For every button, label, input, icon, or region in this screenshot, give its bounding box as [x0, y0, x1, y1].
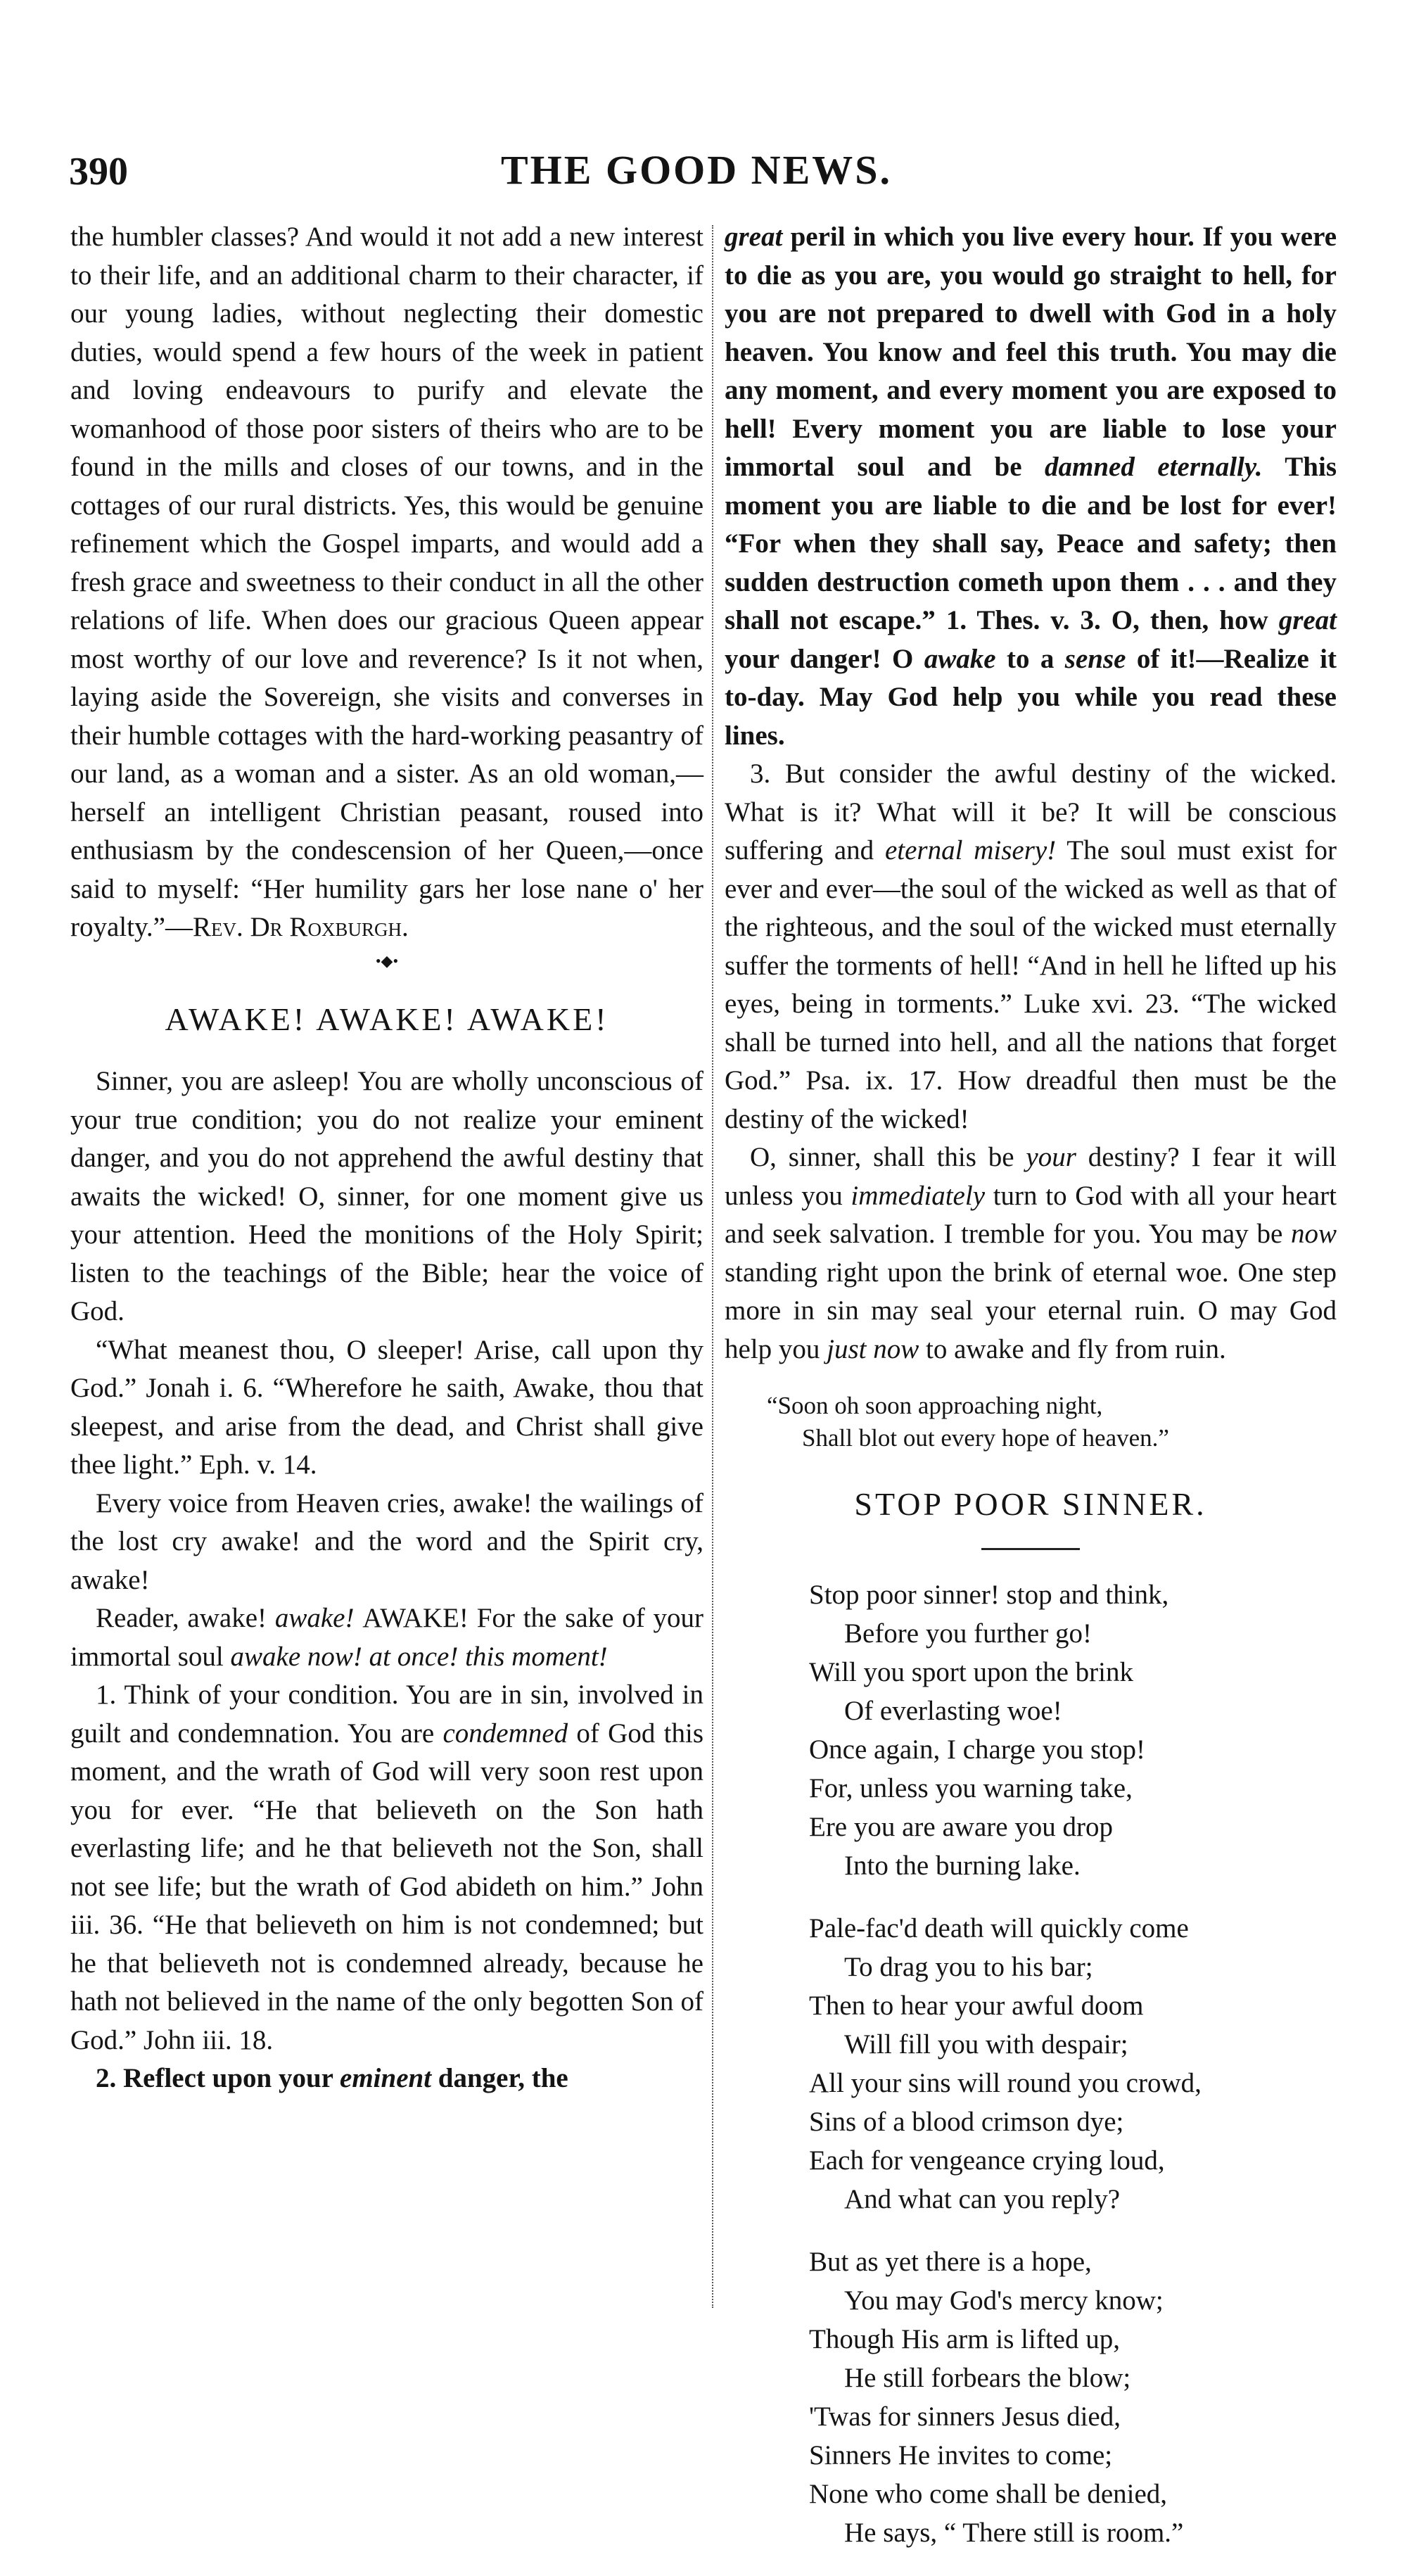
italic-run: your — [1026, 1142, 1076, 1172]
hymn-stanza — [809, 2242, 1337, 2552]
prev-article-text: the humbler classes? And would it not add a new interest to their life, and an additional charm to their character, if our young ladies, without neglecting their domestic duties, would spend a few hours of the week in patient and loving endeavours to purify and elevate the womanhood of those poor sisters of theirs who are to be found in the mills and closes of our towns, and in the cottages of our rural districts. Yes, this would be genuine refinement which the Gospel imparts, and would add a fresh grace and sweetness to their conduct in all the other relations of life. When does our gracious Queen appear most worthy of our love and reverence? Is it not when, laying aside the Sovereign, she visits and converses in their humble cottages with the hard-working peasantry of our land, as a woman and a sister. As an old woman,—herself an intelligent Christian peasant, roused into enthusiasm by the condescension of her Queen,—once said to myself: “Her humility gars her lose nane o' her royalty.”— — [70, 222, 703, 942]
quote-line: Shall blot out every hope of heaven.” — [802, 1424, 1169, 1452]
text-run: 1. Think of your condition. You are in sin, involved in guilt and condemnation. You are — [70, 1680, 703, 1749]
hymn-stanza — [809, 1909, 1337, 2219]
text-run: This moment you are liable to die and be lost for ever! “For when they shall say, Peace and safety; then sudden destruction cometh upon them . . . and they shall not escape.” 1. Thes. v. 3. O, then, how — [725, 452, 1337, 635]
left-column — [70, 218, 703, 2098]
hymn-line: Sinners He invites to come; — [809, 2439, 1113, 2470]
italic-run: awake — [924, 643, 996, 674]
hymn-stanza — [809, 1575, 1337, 1885]
text-run: danger, the — [438, 2063, 568, 2093]
text-run: standing right upon the brink of eternal woe. One step more in sin may seal your eternal ruin. O may God help you — [725, 1257, 1337, 1364]
italic-run: great — [1278, 605, 1337, 635]
hymn-line: None who come shall be denied, — [809, 2478, 1168, 2509]
text-run: turn to God with all your heart and seek salvation. I tremble for you. You may be — [725, 1180, 1337, 1249]
hymn-line: Before you further go! — [844, 1618, 1092, 1649]
prev-article-paragraph — [70, 218, 703, 947]
hymn-line: Into the burning lake. — [844, 1850, 1081, 1881]
hymn-line: Of everlasting woe! — [844, 1695, 1062, 1726]
italic-run: eminent — [340, 2063, 432, 2093]
text-run: of it!—Realize it to-day. May God help you while you read these lines. — [725, 643, 1337, 751]
article-paragraph — [70, 2060, 703, 2098]
quote-line: “Soon oh soon approaching night, — [767, 1392, 1103, 1419]
italic-run: immediately — [851, 1180, 986, 1211]
text-run: your danger! O — [725, 643, 914, 674]
closing-quote — [767, 1390, 1337, 1454]
hymn-line: You may God's mercy know; — [844, 2285, 1164, 2316]
text-run: to a — [1007, 643, 1055, 674]
hymn-line: Stop poor sinner! stop and think, — [809, 1579, 1169, 1610]
hymn-line: Will you sport upon the brink — [809, 1656, 1133, 1687]
author-signature: Rev. Dr Roxburgh. — [193, 912, 409, 942]
italic-run: now — [1291, 1219, 1337, 1249]
hymn-line: Then to hear your awful doom — [809, 1990, 1144, 2021]
hymn-line: For, unless you warning take, — [809, 1772, 1133, 1803]
text-run: 3. But consider the awful destiny of the wicked. What is it? What will it be? It will be conscious suffering and — [725, 759, 1337, 865]
text-run: of God this moment, and the wrath of God will very soon rest upon you for ever. “He that believeth on the Son hath everlasting life; and he that believeth not the Son, shall not see life; but the wrath of God abideth on him.” John iii. 36. “He that believeth on him is not condemned; but he that believeth not is condemned already, because he hath not believed in the name of the only begotten Son of God.” John iii. 18. — [70, 1718, 704, 2055]
running-title: THE GOOD NEWS. — [500, 147, 893, 193]
right-column — [725, 218, 1337, 2576]
hymn-line: Each for vengeance crying loud, — [809, 2145, 1165, 2176]
italic-run: awake! — [274, 1603, 355, 1633]
text-run: The soul must exist for ever and ever—the soul of the wicked as well as that of the righteous, and the soul of the wicked must eternally suffer the torments of hell! “And in hell he lifted up his eyes, being in torments.” Luke xvi. 23. “The wicked shall be turned into hell, and all the nations that forget God.” Psa. ix. 17. How dreadful then must be the destiny of the wicked! — [725, 835, 1337, 1134]
article-paragraph — [725, 218, 1337, 755]
hymn-line: Once again, I charge you stop! — [809, 1734, 1145, 1765]
hymn — [809, 1575, 1337, 2552]
hymn-line: All your sins will round you crowd, — [809, 2067, 1202, 2098]
italic-run: great — [725, 222, 783, 252]
article-paragraph — [725, 1138, 1337, 1369]
article-paragraph: Every voice from Heaven cries, awake! the wailings of the lost cry awake! and the word and the Spirit cry, awake! — [70, 1487, 703, 1595]
italic-run: condemned — [442, 1718, 568, 1749]
hymn-line: Sins of a blood crimson dye; — [809, 2106, 1124, 2137]
text-run: peril in which you live every hour. If you were to die as you are, you would go straight to hell, for you are not prepared to dwell with God in a holy heaven. You know and feel this truth. You may die any moment, and every moment you are exposed to hell! Every moment you are liable to lose your immortal soul and be — [725, 222, 1337, 482]
italic-run: awake now! at once! this moment! — [230, 1641, 608, 1672]
hymn-line: Pale-fac'd death will quickly come — [809, 1912, 1189, 1943]
page-number: 390 — [69, 150, 128, 193]
text-run: destiny? I fear it will unless you — [725, 1142, 1337, 1211]
title-rule — [981, 1548, 1080, 1550]
hymn-line: And what can you reply? — [844, 2183, 1121, 2214]
hymn-line: To drag you to his bar; — [844, 1951, 1093, 1982]
hymn-line: Ere you are aware you drop — [809, 1811, 1114, 1842]
article-paragraph — [725, 755, 1337, 1138]
hymn-line: Will fill you with despair; — [844, 2029, 1128, 2060]
page-header — [42, 146, 1351, 203]
column-divider — [712, 225, 713, 2308]
article-title: AWAKE! AWAKE! AWAKE! — [165, 1001, 609, 1037]
italic-run: sense — [1064, 643, 1126, 674]
italic-run: damned eternally. — [1045, 452, 1263, 482]
article-paragraph: Sinner, you are asleep! You are wholly unconscious of your true condition; you do not realize your eminent danger, and you do not apprehend the awful destiny that awaits the wicked! O, sinner, for one moment give us your attention. Heed the monitions of the Holy Spirit; listen to the teachings of the Bible; hear the voice of God. — [70, 1066, 703, 1326]
hymn-line: But as yet there is a hope, — [809, 2246, 1092, 2277]
text-run: For the sake of your immortal soul — [70, 1603, 704, 1672]
hymn-line: Though His arm is lifted up, — [809, 2323, 1120, 2354]
text-run: to awake and fly from ruin. — [926, 1333, 1226, 1364]
italic-run: eternal misery! — [884, 835, 1057, 865]
smallcaps-run: AWAKE! — [362, 1603, 469, 1633]
article-paragraph — [70, 1599, 703, 1676]
article-paragraph — [70, 1676, 703, 2060]
text-run: O, sinner, shall this be — [750, 1142, 1014, 1172]
article-paragraph: “What meanest thou, O sleeper! Arise, call upon thy God.” Jonah i. 6. “Wherefore he saith, Awake, thou that sleepest, and arise from the dead, and Christ shall give thee light.” Eph. v. 14. — [70, 1334, 703, 1480]
hymn-line: 'Twas for sinners Jesus died, — [809, 2401, 1121, 2432]
italic-run: just now — [827, 1333, 919, 1364]
section-ornament: •◆• — [375, 951, 399, 970]
hymn-title: STOP POOR SINNER. — [854, 1486, 1207, 1522]
hymn-line: He still forbears the blow; — [844, 2362, 1131, 2393]
text-run: Reader, awake! — [96, 1603, 267, 1633]
hymn-line: He says, “ There still is room.” — [844, 2517, 1184, 2548]
text-run: 2. Reflect upon your — [96, 2063, 333, 2093]
